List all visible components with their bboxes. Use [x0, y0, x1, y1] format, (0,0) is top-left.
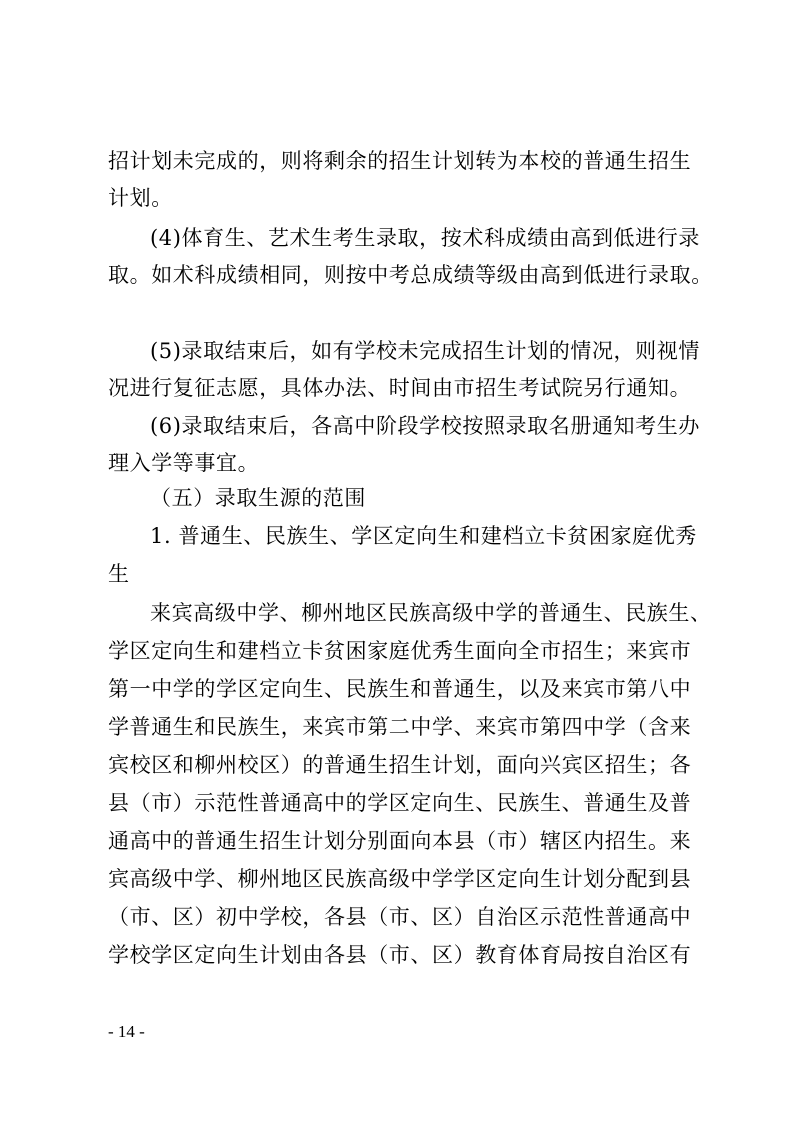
text-line: （市、区）初中学校，各县（市、区）自治区示范性普通高中: [108, 905, 692, 929]
text-line: 计划。: [108, 186, 173, 210]
page-number: - 14 -: [108, 1022, 145, 1041]
text-line: 招计划未完成的，则将剩余的招生计划转为本校的普通生招生: [108, 149, 692, 173]
text-line: 县（市）示范性普通高中的学区定向生、民族生、普通生及普: [108, 791, 692, 815]
text-line: 宾校区和柳州校区）的普通生招生计划，面向兴宾区招生；各: [108, 753, 692, 777]
text-line: (5)录取结束后，如有学校未完成招生计划的情况，则视情: [150, 339, 700, 363]
text-line: 取。如术科成绩相同，则按中考总成绩等级由高到低进行录取。: [108, 263, 713, 287]
text-line: 学区定向生和建档立卡贫困家庭优秀生面向全市招生；来宾市: [108, 639, 692, 663]
subsection-heading-continuation: 生: [108, 562, 130, 586]
text-line: 宾高级中学、柳州地区民族高级中学学区定向生计划分配到县: [108, 867, 692, 891]
text-line: 第一中学的学区定向生、民族生和普通生，以及来宾市第八中: [108, 677, 692, 701]
text-line: 来宾高级中学、柳州地区民族高级中学的普通生、民族生、: [150, 601, 712, 625]
subsection-heading: 1. 普通生、民族生、学区定向生和建档立卡贫困家庭优秀: [150, 524, 697, 548]
text-line: (4)体育生、艺术生考生录取，按术科成绩由高到低进行录: [150, 226, 700, 250]
text-line: 学校学区定向生计划由各县（市、区）教育体育局按自治区有: [108, 943, 692, 967]
text-line: 理入学等事宜。: [108, 451, 260, 475]
text-line: 况进行复征志愿，具体办法、时间由市招生考试院另行通知。: [108, 376, 692, 400]
text-line: 通高中的普通生招生计划分别面向本县（市）辖区内招生。来: [108, 829, 692, 853]
text-line: (6)录取结束后，各高中阶段学校按照录取名册通知考生办: [150, 414, 700, 438]
text-line: 学普通生和民族生，来宾市第二中学、来宾市第四中学（含来: [108, 715, 692, 739]
section-heading: （五）录取生源的范围: [150, 486, 366, 510]
